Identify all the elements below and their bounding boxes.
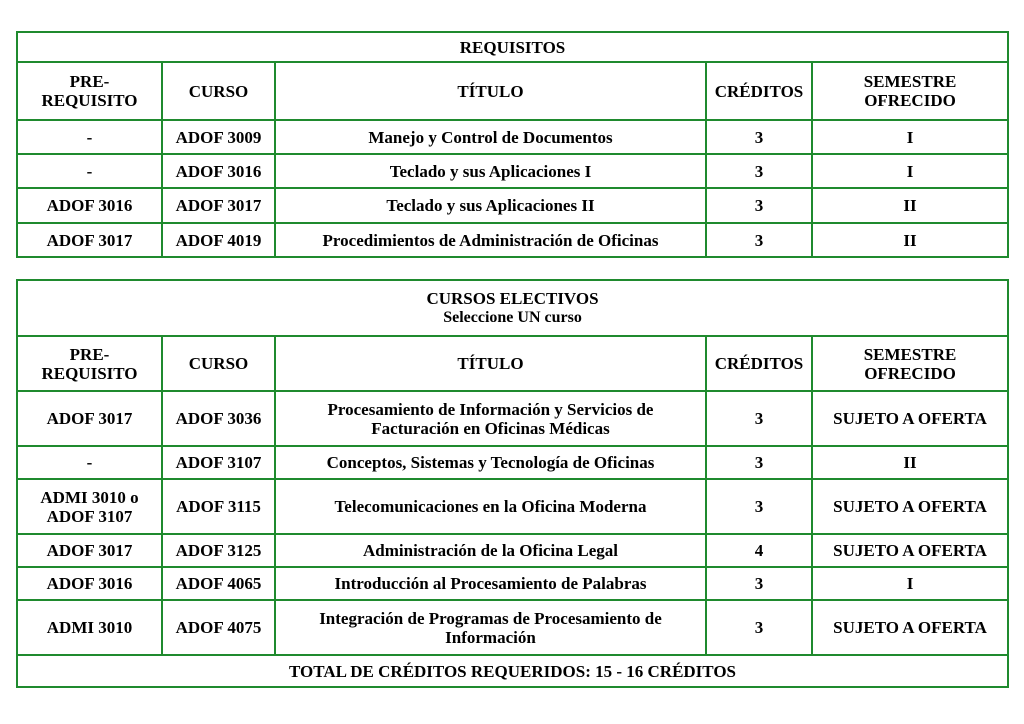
cell-creditos: 3: [706, 479, 812, 534]
table-row: [17, 600, 1008, 655]
header-titulo: TÍTULO: [275, 336, 706, 391]
cell-titulo: Administración de la Oficina Legal: [275, 534, 706, 567]
table-row: [17, 154, 1008, 188]
cell-creditos: 3: [706, 391, 812, 446]
table-row: [17, 534, 1008, 567]
header-curso: CURSO: [162, 336, 275, 391]
cell-prerequisito: ADOF 3017: [17, 391, 162, 446]
electivos-title-cell: [17, 280, 1008, 336]
requisitos-title: REQUISITOS: [17, 32, 1008, 62]
cell-creditos: 3: [706, 223, 812, 257]
cell-titulo: Conceptos, Sistemas y Tecnología de Oficinas: [275, 446, 706, 479]
table-row: [17, 446, 1008, 479]
cell-curso: ADOF 3107: [162, 446, 275, 479]
cell-semestre: SUJETO A OFERTA: [812, 534, 1008, 567]
cell-titulo: Teclado y sus Aplicaciones II: [275, 188, 706, 223]
cell-prerequisito: ADOF 3017: [17, 534, 162, 567]
electivos-title: CURSOS ELECTIVOS: [426, 289, 599, 308]
cell-creditos: 4: [706, 534, 812, 567]
electivos-header-row: [17, 336, 1008, 391]
cell-titulo: Integración de Programas de Procesamiento de Información: [275, 600, 706, 655]
cell-curso: ADOF 4065: [162, 567, 275, 600]
cell-semestre: I: [812, 567, 1008, 600]
cell-curso: ADOF 4075: [162, 600, 275, 655]
cell-semestre: II: [812, 188, 1008, 223]
cell-creditos: 3: [706, 600, 812, 655]
cell-titulo: Manejo y Control de Documentos: [275, 120, 706, 154]
table-row: [17, 567, 1008, 600]
cell-semestre: II: [812, 446, 1008, 479]
cell-creditos: 3: [706, 446, 812, 479]
cell-creditos: 3: [706, 120, 812, 154]
cell-semestre: II: [812, 223, 1008, 257]
cell-prerequisito: -: [17, 446, 162, 479]
header-curso: CURSO: [162, 62, 275, 120]
cell-semestre: I: [812, 154, 1008, 188]
header-creditos: CRÉDITOS: [706, 62, 812, 120]
cell-curso: ADOF 4019: [162, 223, 275, 257]
cell-semestre: SUJETO A OFERTA: [812, 391, 1008, 446]
table-row: [17, 223, 1008, 257]
cell-curso: ADOF 3125: [162, 534, 275, 567]
header-semestre: SEMESTRE OFRECIDO: [812, 62, 1008, 120]
cell-prerequisito: -: [17, 154, 162, 188]
table-row: [17, 391, 1008, 446]
requisitos-table: [16, 31, 1009, 258]
cell-semestre: I: [812, 120, 1008, 154]
cell-creditos: 3: [706, 154, 812, 188]
table-row: [17, 479, 1008, 534]
cell-curso: ADOF 3017: [162, 188, 275, 223]
cell-creditos: 3: [706, 188, 812, 223]
cell-semestre: SUJETO A OFERTA: [812, 600, 1008, 655]
total-creditos: TOTAL DE CRÉDITOS REQUERIDOS: 15 - 16 CRÉDITOS: [17, 655, 1008, 687]
table-row: [17, 188, 1008, 223]
header-titulo: TÍTULO: [275, 62, 706, 120]
cell-titulo: Introducción al Procesamiento de Palabras: [275, 567, 706, 600]
electivos-subtitle: Seleccione UN curso: [443, 309, 582, 326]
cell-prerequisito: ADOF 3017: [17, 223, 162, 257]
cell-curso: ADOF 3115: [162, 479, 275, 534]
header-prerequisito: PRE- REQUISITO: [17, 336, 162, 391]
cell-titulo: Procedimientos de Administración de Oficinas: [275, 223, 706, 257]
cell-titulo: Procesamiento de Información y Servicios de Facturación en Oficinas Médicas: [275, 391, 706, 446]
table-row: [17, 120, 1008, 154]
cell-prerequisito: ADMI 3010: [17, 600, 162, 655]
cell-prerequisito: ADOF 3016: [17, 188, 162, 223]
cell-creditos: 3: [706, 567, 812, 600]
cell-curso: ADOF 3009: [162, 120, 275, 154]
cell-titulo: Telecomunicaciones en la Oficina Moderna: [275, 479, 706, 534]
cell-semestre: SUJETO A OFERTA: [812, 479, 1008, 534]
header-prerequisito: PRE- REQUISITO: [17, 62, 162, 120]
requisitos-header-row: [17, 62, 1008, 120]
cell-curso: ADOF 3036: [162, 391, 275, 446]
electivos-table: [16, 279, 1009, 688]
cell-titulo: Teclado y sus Aplicaciones I: [275, 154, 706, 188]
cell-curso: ADOF 3016: [162, 154, 275, 188]
cell-prerequisito: ADOF 3016: [17, 567, 162, 600]
total-row: [17, 655, 1008, 687]
cell-prerequisito: -: [17, 120, 162, 154]
header-creditos: CRÉDITOS: [706, 336, 812, 391]
cell-prerequisito: ADMI 3010 o ADOF 3107: [17, 479, 162, 534]
header-semestre: SEMESTRE OFRECIDO: [812, 336, 1008, 391]
